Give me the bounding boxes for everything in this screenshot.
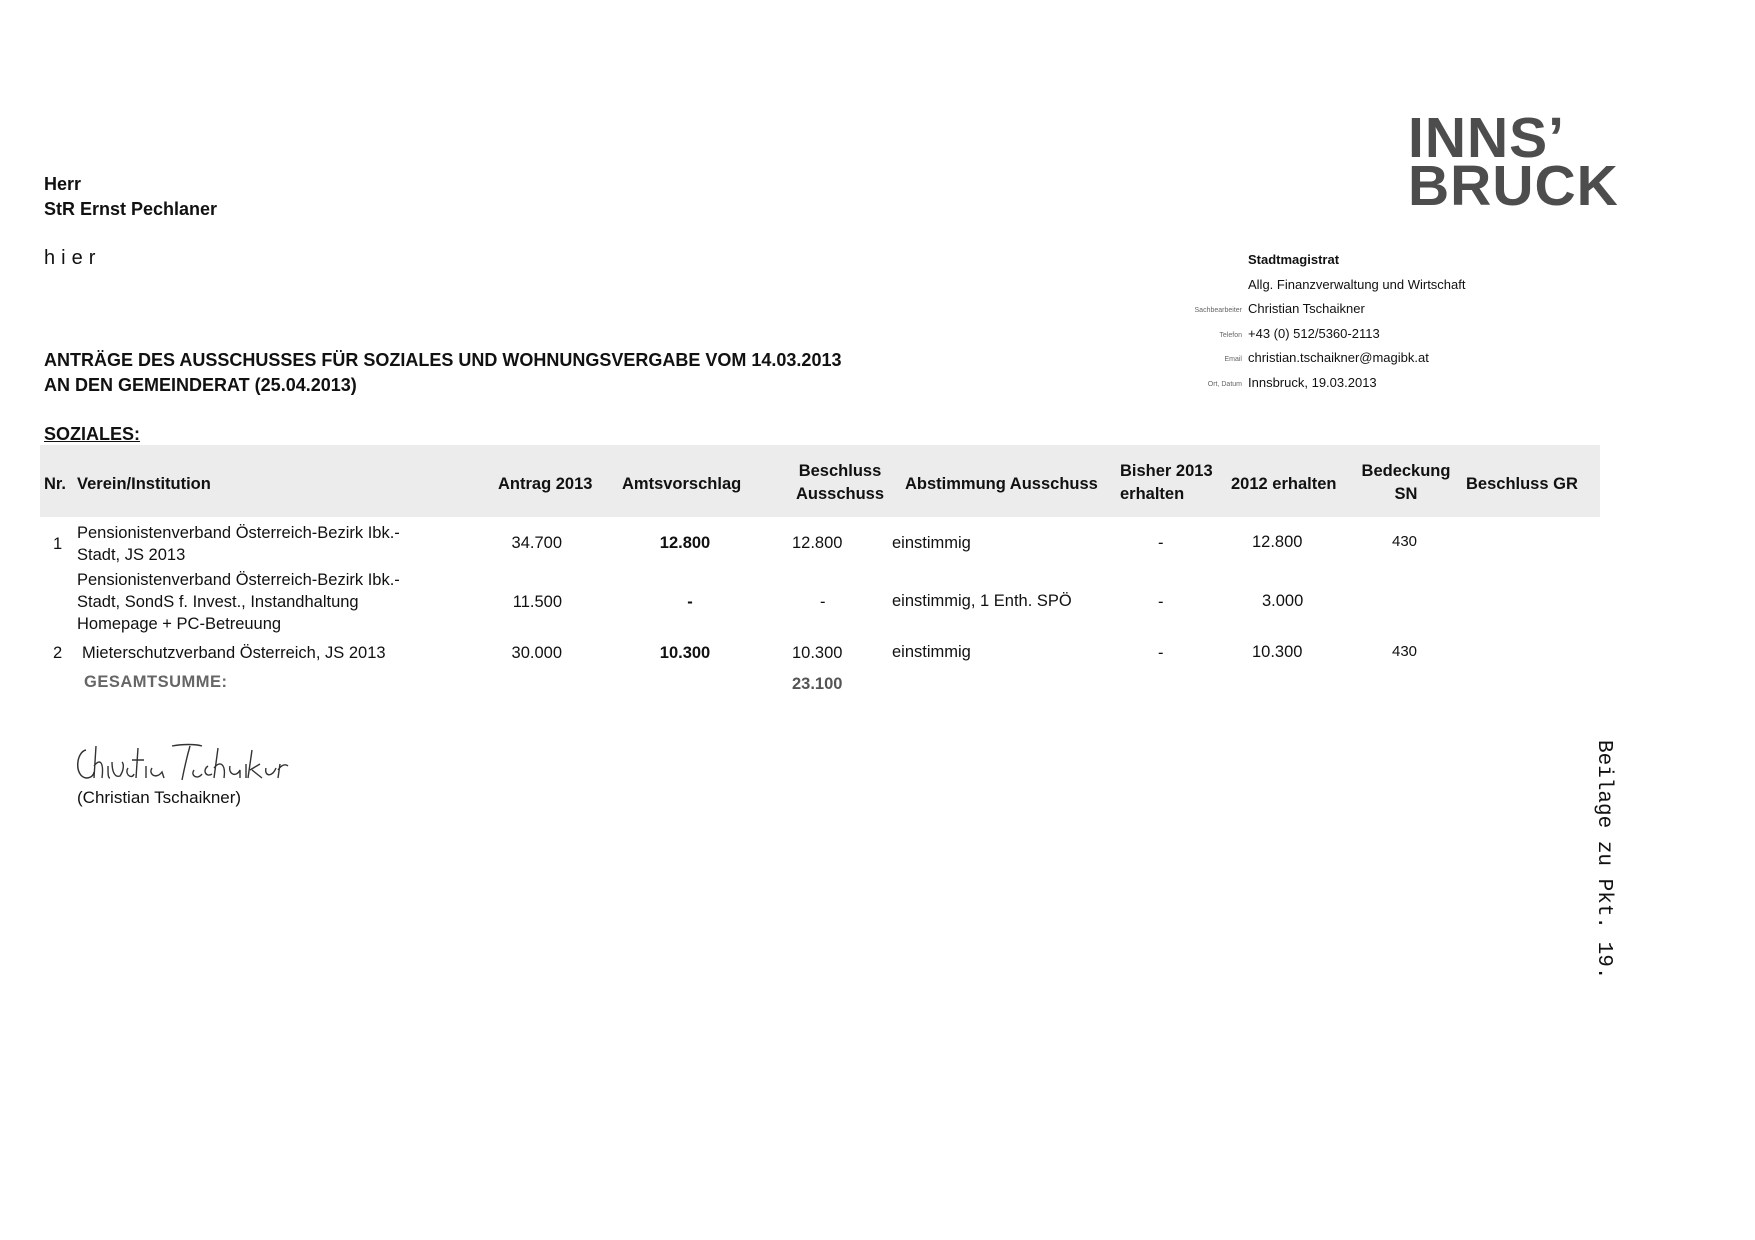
row1-amtsvorschlag: 12.800 [659, 534, 711, 552]
document-heading [44, 348, 841, 398]
sender-row-phone [1219, 322, 1465, 347]
row2-2012: 10.300 [1252, 643, 1303, 661]
row1b-bisher: - [1158, 593, 1164, 611]
total-label: GESAMTSUMME: [84, 673, 228, 691]
recipient-name: StR Ernst Pechlaner [44, 199, 218, 219]
row2-amtsvorschlag: 10.300 [659, 644, 711, 662]
row2-nr: 2 [53, 644, 63, 662]
sender-dept: Allg. Finanzverwaltung und Wirtschaft [1248, 276, 1466, 292]
sender-value: Innsbruck, 19.03.2013 [1248, 374, 1377, 390]
total-value: 23.100 [792, 675, 843, 693]
header-amtsvorschlag: Amtsvorschlag [622, 475, 742, 493]
row1b-abstimmung: einstimmig, 1 Enth. SPÖ [892, 592, 1072, 610]
header-bedeckung [1349, 460, 1463, 506]
sender-row-email [1224, 346, 1465, 371]
row1-verein [77, 522, 400, 566]
row1-antrag: 34.700 [511, 534, 562, 552]
signature-name: (Christian Tschaikner) [77, 788, 242, 807]
heading-line-1: ANTRÄGE DES AUSSCHUSSES FÜR SOZIALES UND WOHNUNGSVERGABE VOM 14.03.2013 [44, 350, 842, 370]
row1b-verein-line: Pensionistenverband Österreich-Bezirk Ibk.- [77, 571, 400, 589]
row1-abstimmung: einstimmig [892, 534, 971, 552]
header-erhalten-line: erhalten [1120, 485, 1185, 503]
recipient-hier: hier [44, 247, 102, 269]
header-bisher-line: Bisher 2013 [1120, 462, 1213, 480]
recipient-salutation: Herr [44, 174, 82, 194]
row1-2012: 12.800 [1252, 533, 1303, 551]
recipient-address [44, 172, 217, 222]
row2-bedeckung: 430 [1392, 643, 1418, 660]
row2-bisher: - [1158, 644, 1164, 662]
sender-label: Telefon [1219, 331, 1242, 339]
sender-label: Sachbearbeiter [1194, 307, 1242, 314]
header-2012-erhalten: 2012 erhalten [1231, 475, 1337, 493]
logo-line-1: INNS’ [1408, 106, 1566, 170]
handwritten-signature [72, 740, 292, 786]
row1b-verein-line: Stadt, SondS f. Invest., Instandhaltung [77, 593, 359, 611]
row1b-verein [77, 569, 400, 635]
innsbruck-logo [1408, 106, 1619, 218]
row2-abstimmung: einstimmig [892, 643, 971, 661]
header-verein: Verein/Institution [77, 475, 211, 493]
sender-org: Stadtmagistrat [1248, 252, 1340, 267]
row1-bedeckung: 430 [1392, 533, 1418, 550]
section-title: SOZIALES: [44, 424, 141, 444]
header-nr: Nr. [44, 475, 67, 493]
logo-line-2: BRUCK [1408, 154, 1619, 218]
header-sn-line: SN [1394, 485, 1418, 503]
header-beschluss-ausschuss [780, 460, 900, 506]
row1-verein-line: Pensionistenverband Österreich-Bezirk Ibk.- [77, 524, 400, 542]
header-ausschuss-line: Ausschuss [795, 485, 885, 503]
row2-beschluss: 10.300 [792, 644, 843, 662]
sender-email[interactable]: christian.tschaikner@magibk.at [1248, 350, 1429, 365]
row1-nr: 1 [53, 535, 63, 553]
sender-value: +43 (0) 512/5360-2113 [1248, 325, 1380, 341]
row1b-2012: 3.000 [1262, 592, 1304, 610]
header-beschluss-line: Beschluss [798, 462, 882, 480]
header-bedeckung-line: Bedeckung [1361, 462, 1451, 480]
sender-label: Email [1224, 356, 1242, 363]
row2-verein: Mieterschutzverband Österreich, JS 2013 [82, 644, 386, 662]
header-bisher [1120, 460, 1213, 506]
row1b-amtsvorschlag: - [687, 593, 693, 611]
row2-antrag: 30.000 [511, 644, 562, 662]
sender-label: Ort, Datum [1207, 380, 1242, 388]
sender-row-date [1207, 371, 1465, 396]
sender-block [1194, 248, 1466, 395]
row1-verein-line: Stadt, JS 2013 [77, 546, 186, 564]
side-note: Beilage zu Pkt. 19. [1592, 740, 1615, 980]
heading-line-2: AN DEN GEMEINDERAT (25.04.2013) [44, 375, 357, 395]
row1-bisher: - [1158, 534, 1164, 552]
sender-value: Christian Tschaikner [1248, 301, 1365, 316]
row1b-antrag: 11.500 [512, 593, 562, 611]
header-abstimmung: Abstimmung Ausschuss [905, 475, 1098, 493]
header-antrag: Antrag 2013 [498, 475, 593, 493]
row1b-beschluss: - [820, 593, 826, 611]
row1b-verein-line: Homepage + PC-Betreuung [77, 615, 282, 633]
sender-row-clerk [1194, 297, 1465, 322]
row1-beschluss: 12.800 [792, 534, 843, 552]
header-beschluss-gr: Beschluss GR [1466, 475, 1578, 493]
